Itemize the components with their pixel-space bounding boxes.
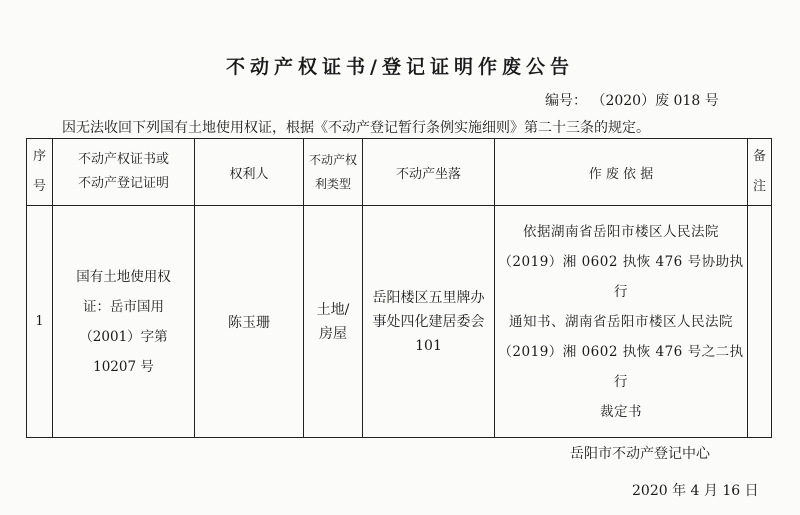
cell-basis-line: （2019）湘 0602 执恢 476 号之二执行 [498,343,744,390]
header-seq-line2: 号 [32,179,46,194]
cell-note [748,206,772,438]
header-right-type-line2: 利类型 [314,177,351,191]
cell-certificate-line: 国有土地使用权 [76,268,171,285]
header-right-type [304,139,363,206]
cell-certificate-line: （2001）字第 [79,328,168,345]
document-number: 编号： （2020）废 018 号 [545,93,719,109]
issuing-organization: 岳阳市不动产登记中心 [570,446,710,462]
cell-right-type [304,206,363,438]
cell-holder: 陈玉珊 [195,206,304,438]
cell-basis-line: 裁定书 [600,403,642,420]
header-basis: 作 废 依 据 [495,139,748,206]
header-certificate-line2: 不动产登记证明 [77,176,169,191]
header-holder: 权利人 [195,139,304,206]
header-certificate [53,139,195,206]
issue-date: 2020 年 4 月 16 日 [632,483,759,499]
cell-certificate [53,206,195,438]
header-location: 不动产坐落 [363,139,495,206]
cell-location-line: 101 [415,337,442,354]
cell-location-line: 岳阳楼区五里牌办 [372,289,485,306]
cell-certificate-line: 证：岳市国用 [83,298,164,315]
header-seq-line1: 序 [32,149,46,164]
cell-basis-line: （2019）湘 0602 执恢 476 号协助执行 [498,253,744,300]
table-row [27,206,772,438]
cell-location-line: 事处四化建居委会 [372,313,485,330]
cell-seq: 1 [27,206,53,438]
cell-right-type-line: 土地/ [316,301,350,318]
header-certificate-line1: 不动产权证书或 [77,152,169,167]
notice-title: 不动产权证书/登记证明作废公告 [226,56,574,78]
intro-paragraph: 因无法收回下列国有土地使用权证，根据《不动产登记暂行条例实施细则》第二十三条的规定。 [62,120,650,136]
header-right-type-line1: 不动产权 [308,153,357,167]
cell-basis [495,206,748,438]
header-note-line2: 注 [752,179,766,194]
header-seq [27,139,53,206]
header-note-line1: 备 [752,149,766,164]
cell-location [363,206,495,438]
header-note [748,139,772,206]
cell-right-type-line: 房屋 [319,325,347,342]
table-header-row [27,139,772,206]
void-certificate-table [26,138,772,438]
cell-certificate-line: 10207 号 [93,358,154,375]
cell-basis-line: 通知书、湖南省岳阳市楼区人民法院 [509,313,733,330]
cell-basis-line: 依据湖南省岳阳市楼区人民法院 [523,223,719,240]
